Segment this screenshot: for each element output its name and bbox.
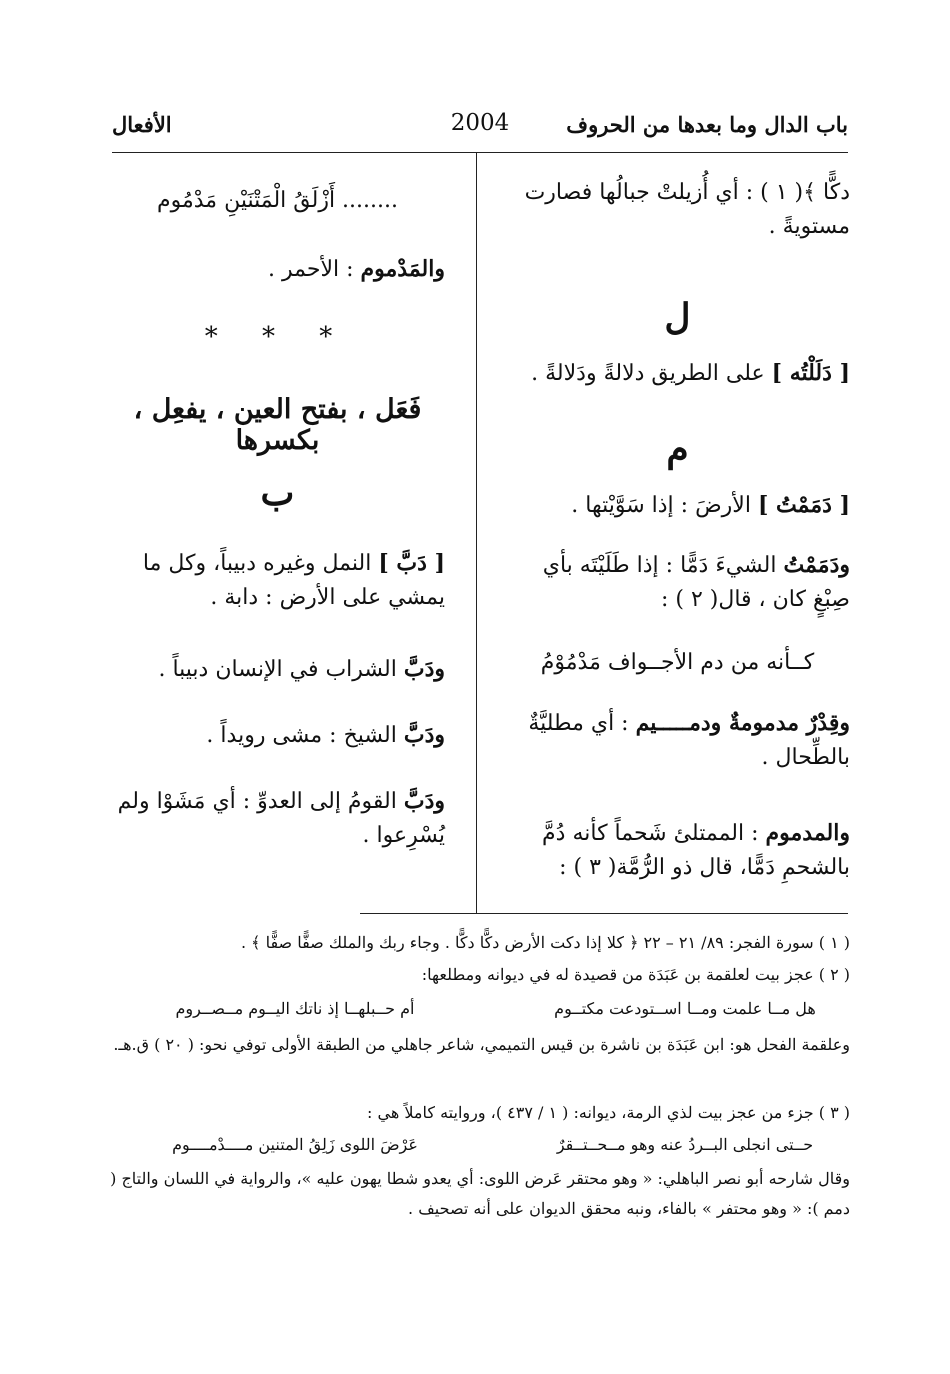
column-divider [476,153,477,913]
verse-first-hemistich: هل مــا علمت ومــا اســتودعت مكتــوم [554,999,816,1018]
entry-head: ودَبَّ [403,788,445,814]
page-header [112,112,848,152]
entry-text: الشيخ : مشى رويداً . [206,723,404,748]
header-rule [112,152,848,153]
footnote-2-verse [110,994,850,1024]
entry-text: النمل وغيره دبيباً، وكل ما يمشي على الأرض : دابة . [142,551,445,610]
entry-text: على الطريق دلالةً ودَلالةً . [531,361,772,386]
entry-head: والمَدْموم [360,256,445,282]
entry-head: وقِدْرٌ مدمومةٌ ودمـــــيم [635,710,850,736]
verse-line-1: كــأنه من دم الأجــواف مَدْمُوْمُ [540,650,815,675]
right-col-paragraph-6 [505,816,850,885]
right-col-paragraph-3 [505,488,850,523]
footnote-2-intro: ( ٢ ) عجز بيت لعلقمة بن عَبَدَة من قصيدة له في ديوانه ومطلعها: [421,965,850,984]
entry-text: الشيءَ دَمًّا : إذا طَلَيْتَه بأي صِبْغٍ كان ، قال( ٢ ) : [542,553,850,612]
right-col-paragraph-1 [505,176,850,244]
verse-line-2: ........ أَزْلَقُ الْمَتْنَيْنِ مَدْمُوم [156,188,398,213]
right-col-paragraph-5 [505,706,850,775]
entry-text: الشراب في الإنسان دبيباً . [158,657,404,682]
left-col-paragraph-3 [110,652,445,687]
entry-head: ودَبَّ [403,722,445,748]
footnote-3-verse [110,1130,850,1160]
footnote-3-text: وقال شارحه أبو نصر الباهلي: « وهو محتقر عَرض اللوى: أي يعدو شطا يهون عليه »، والرواية في اللسان والتاج ( دمم ): « وهو محتفر » بالفاء، ونبه محقق الديوان على أنه تصحيف . [110,1169,850,1218]
page-number: 2004 [450,110,510,136]
entry-text: : أي مطليَّةٌ بالطِّحال . [528,711,850,770]
entry-head: [ دَمَمْتُ ] [757,492,850,518]
section-label: الأفعال [112,112,172,137]
letter-heading-lam: ل [664,296,691,338]
left-col-paragraph-1 [110,252,445,287]
entry-head: [ دَبَّ ] [378,550,445,576]
left-col-paragraph-2 [110,546,445,615]
entry-head: ودَمَمْتُ [783,552,850,578]
verse-second-hemistich: عَرْضَ اللوى زَلِقُ المتنين مــــدْمــــوم [172,1135,418,1154]
right-col-paragraph-2 [505,356,850,391]
entry-text: القومُ إلى العدوِّ : أي مَشَوْا ولم يُسْرِعوا . [117,789,445,848]
left-col-paragraph-4 [110,718,445,753]
entry-head: [ دَلَلْتُه ] [771,360,850,386]
entry-text: : الأحمر . [268,257,361,282]
left-col-paragraph-5 [110,784,445,853]
entry-head: والمدموم [765,820,850,846]
footnote-1: ( ١ ) سورة الفجر: ٨٩/ ٢١ – ٢٢ ﴿ كلا إذا دكت الأرض دكًّا دكًّا . وجاء ربك والملك صفًّا صفًّا ﴾ . [240,933,850,952]
paragraph-text: دكًّا ﴾( ١ ) : أي أُزيلتْ جبالُها فصارت مستويةً . [524,180,850,239]
entry-head: ودَبَّ [403,656,445,682]
entry-text: الأرضَ : إذا سَوَّيْتها . [571,493,758,518]
footnote-2-text: وعلقمة الفحل هو: ابن عَبَدَة بن ناشرة بن قيس التميمي، شاعر جاهلي من الطبقة الأولى توفي نحو: ( ٢٠ ) ق.هـ. [113,1035,850,1054]
letter-heading-ba: ب [260,472,295,514]
verse-second-hemistich: أم حــبلهــا إذ ناتك اليــوم مــصــروم [175,999,415,1018]
right-col-paragraph-4 [505,548,850,617]
section-title: فَعَل ، بفتح العين ، يفعِل ، بكسرها [133,394,422,456]
verse-first-hemistich: حــتى انجلى البــردُ عنه وهو مــحــتــقرٌ [556,1135,814,1154]
chapter-title: باب الدال وما بعدها من الحروف [566,112,848,137]
section-separator-stars: * * * [204,322,351,352]
entry-text: : الممتلئ شَحماً كأنه دُمَّ بالشحمِ دَمًّا، قال ذو الرُّمَّة( ٣ ) : [542,821,850,880]
footnote-rule [360,913,848,914]
footnote-3-intro: ( ٣ ) جزء من عجز بيت لذي الرمة، ديوانه: ( ١ / ٤٣٧ )، وروايته كاملاً هي : [367,1103,850,1122]
letter-heading-mim: م [666,428,689,470]
